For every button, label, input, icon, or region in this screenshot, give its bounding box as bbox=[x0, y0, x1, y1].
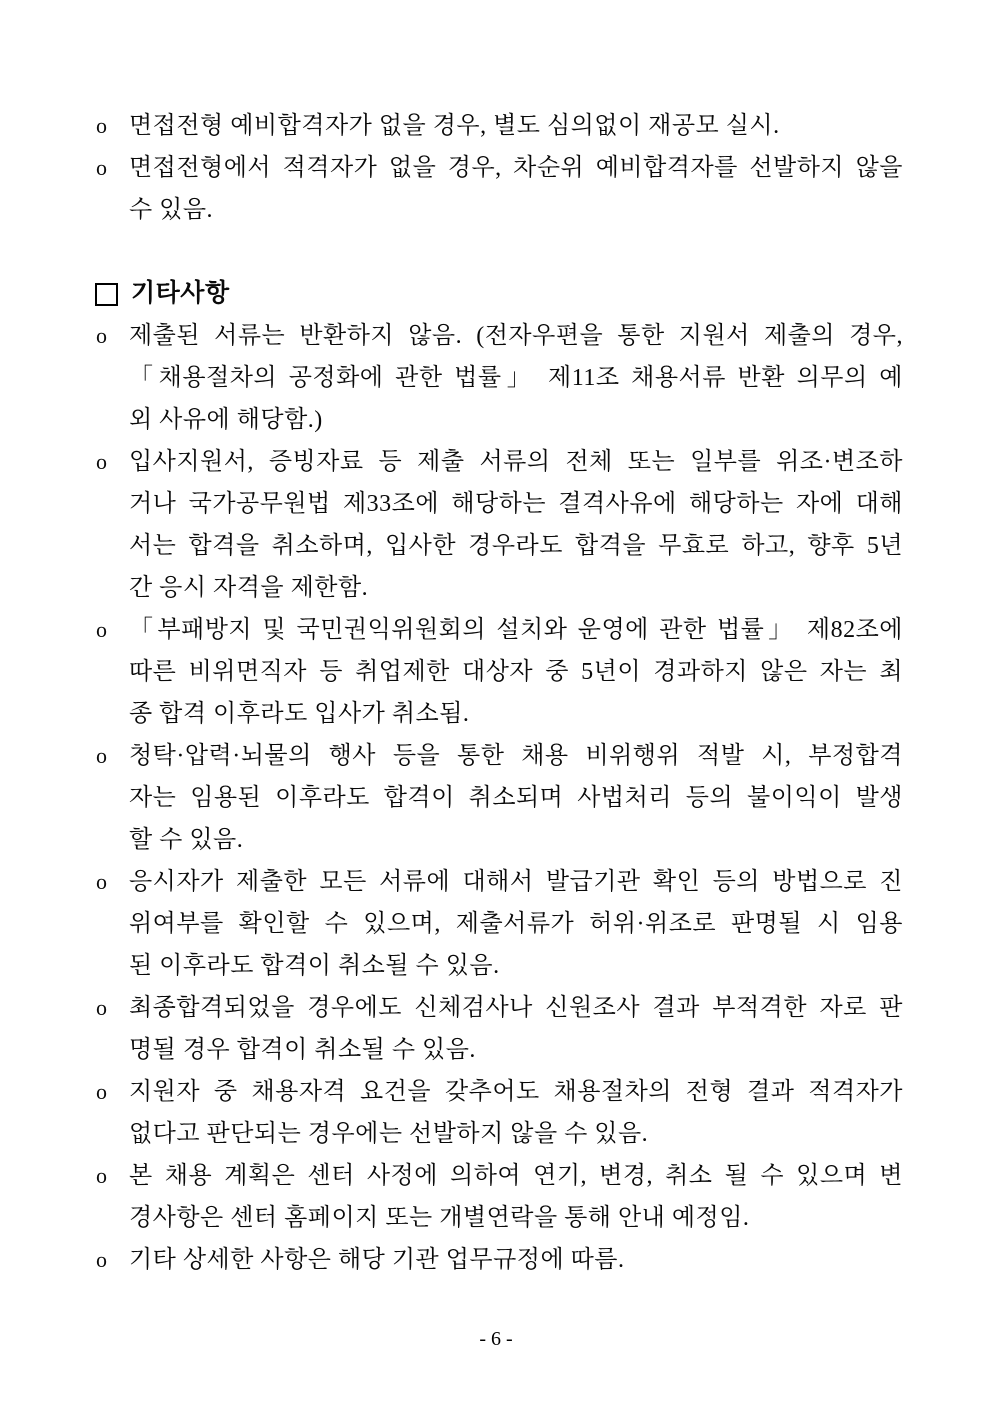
text-line: 본 채용 계획은 센터 사정에 의하여 연기, 변경, 취소 될 수 있으며 변 bbox=[129, 1163, 903, 1189]
text-line: 「부패방지 및 국민권익위원회의 설치와 운영에 관한 법률」 제82조에 bbox=[129, 617, 903, 643]
text-line: 기타 상세한 사항은 해당 기관 업무규정에 따름. bbox=[129, 1247, 625, 1273]
bullet-item bbox=[95, 609, 903, 735]
text-line: 거나 국가공무원법 제33조에 해당하는 결격사유에 해당하는 자에 대해 bbox=[129, 491, 903, 517]
text-line: 외 사유에 해당함.) bbox=[129, 407, 323, 433]
bullet-item bbox=[95, 147, 903, 231]
text-line: 입사지원서, 증빙자료 등 제출 서류의 전체 또는 일부를 위조·변조하 bbox=[129, 449, 903, 475]
intro-bullet-list bbox=[95, 105, 903, 231]
bullet-marker: o bbox=[96, 1079, 108, 1104]
bullet-item bbox=[95, 861, 903, 987]
text-line: 종 합격 이후라도 입사가 취소됨. bbox=[129, 701, 470, 727]
text-line: 된 이후라도 합격이 취소될 수 있음. bbox=[129, 953, 500, 979]
text-line: 명될 경우 합격이 취소될 수 있음. bbox=[129, 1037, 476, 1063]
section-heading bbox=[95, 273, 903, 315]
text-line: 따른 비위면직자 등 취업제한 대상자 중 5년이 경과하지 않은 자는 최 bbox=[129, 659, 903, 685]
bullet-marker: o bbox=[96, 869, 108, 894]
text-line: 서는 합격을 취소하며, 입사한 경우라도 합격을 무효로 하고, 향후 5년 bbox=[129, 533, 903, 559]
text-line: 응시자가 제출한 모든 서류에 대해서 발급기관 확인 등의 방법으로 진 bbox=[129, 869, 903, 895]
bullet-marker: o bbox=[96, 1163, 108, 1188]
section-title: 기타사항 bbox=[131, 280, 230, 307]
text-line: 최종합격되었을 경우에도 신체검사나 신원조사 결과 부적격한 자로 판 bbox=[129, 995, 903, 1021]
bullet-item bbox=[95, 315, 903, 441]
text-line: 청탁·압력·뇌물의 행사 등을 통한 채용 비위행위 적발 시, 부정합격 bbox=[129, 743, 903, 769]
bullet-item bbox=[95, 105, 903, 147]
text-line: 할 수 있음. bbox=[129, 827, 244, 853]
bullet-marker: o bbox=[96, 155, 108, 180]
bullet-item bbox=[95, 735, 903, 861]
checkbox-square-icon bbox=[95, 283, 118, 306]
bullet-marker: o bbox=[96, 1247, 108, 1272]
bullet-marker: o bbox=[96, 323, 108, 348]
bullet-item bbox=[95, 441, 903, 609]
bullet-item bbox=[95, 1071, 903, 1155]
page-number: - 6 - bbox=[479, 1328, 513, 1350]
bullet-marker: o bbox=[96, 995, 108, 1020]
text-line: 지원자 중 채용자격 요건을 갖추어도 채용절차의 전형 결과 적격자가 bbox=[129, 1079, 903, 1105]
text-line: 면접전형에서 적격자가 없을 경우, 차순위 예비합격자를 선발하지 않을 bbox=[129, 155, 903, 181]
text-line: 없다고 판단되는 경우에는 선발하지 않을 수 있음. bbox=[129, 1121, 649, 1147]
bullet-marker: o bbox=[96, 113, 108, 138]
bullet-item bbox=[95, 987, 903, 1071]
bullet-marker: o bbox=[96, 449, 108, 474]
section-bullet-list bbox=[95, 315, 903, 1281]
text-line: 「채용절차의 공정화에 관한 법률」 제11조 채용서류 반환 의무의 예 bbox=[129, 365, 903, 391]
text-line: 위여부를 확인할 수 있으며, 제출서류가 허위·위조로 판명될 시 임용 bbox=[129, 911, 903, 937]
text-line: 수 있음. bbox=[129, 197, 214, 223]
bullet-marker: o bbox=[96, 617, 108, 642]
bullet-item bbox=[95, 1239, 903, 1281]
text-line: 자는 임용된 이후라도 합격이 취소되며 사법처리 등의 불이익이 발생 bbox=[129, 785, 903, 811]
document-body bbox=[95, 105, 903, 1281]
bullet-item bbox=[95, 1155, 903, 1239]
text-line: 간 응시 자격을 제한함. bbox=[129, 575, 369, 601]
text-line: 경사항은 센터 홈페이지 또는 개별연락을 통해 안내 예정임. bbox=[129, 1205, 750, 1231]
bullet-marker: o bbox=[96, 743, 108, 768]
text-line: 면접전형 예비합격자가 없을 경우, 별도 심의없이 재공모 실시. bbox=[129, 113, 780, 139]
text-line: 제출된 서류는 반환하지 않음. (전자우편을 통한 지원서 제출의 경우, bbox=[129, 323, 903, 349]
